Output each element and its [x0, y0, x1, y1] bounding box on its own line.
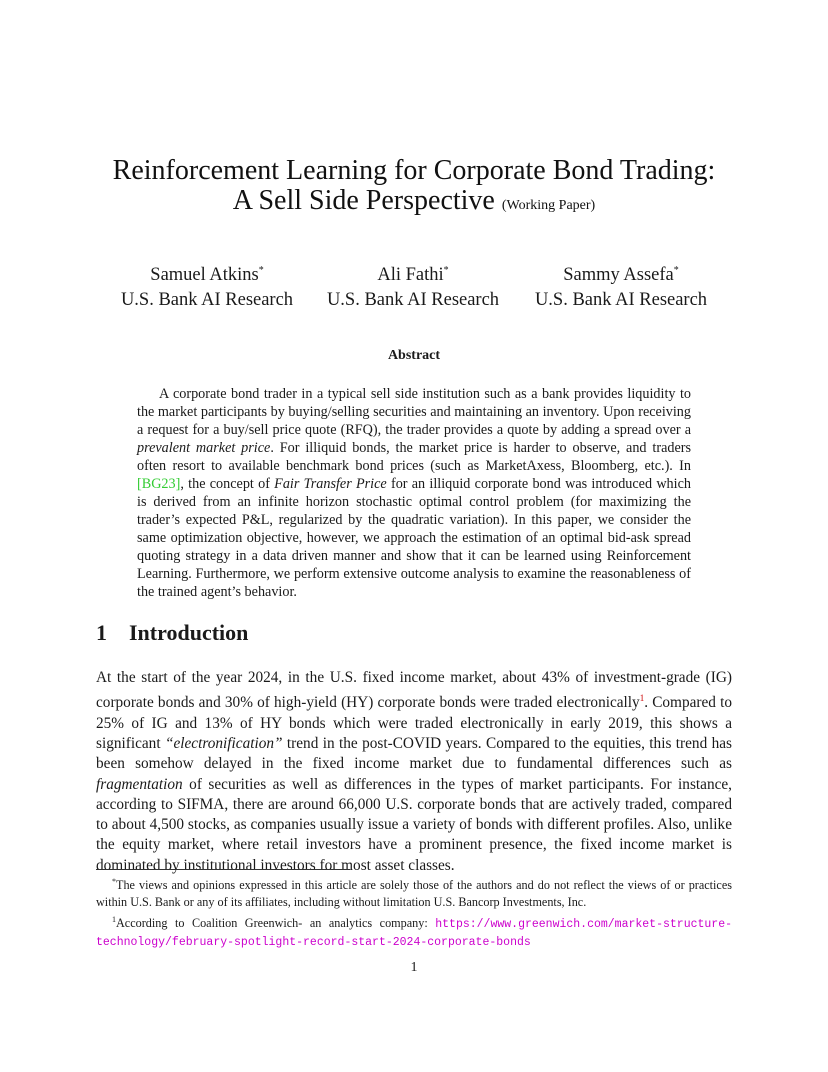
paper-title-line2 — [0, 186, 828, 221]
author-name: Sammy Assefa* — [563, 265, 679, 286]
paper-title-subtitle: A Sell Side Perspective — [232, 185, 495, 216]
footnote-1: $^1$According to Coalition Greenwich- an analytics company: https://www.greenwich.com/market-structure-technology/february-spotlight-record-start-2024-corporate-bonds — [96, 915, 732, 950]
paper-title-line1: Reinforcement Learning for Corporate Bond Trading: — [112, 155, 716, 186]
abstract-body: A corporate bond trader in a typical sell side institution such as a bank provides liquidity to the market participants by buying/selling securities and maintaining an inventory. Upon receiving a request for a buy/sell price quote (RFQ), the trader provides a quote by adding a spread over a prevalent market price. For illiquid bonds, the market price is harder to observe, and traders often resort to available benchmark bond prices (such as MarketAxess, Bloomberg, etc.). In [BG23], the concept of Fair Transfer Price for an illiquid corporate bond was introduced which is derived from an infinite horizon stochastic optimal control problem (for maximizing the trader’s expected P&L, regularized by the quadratic variation). In this paper, we consider the same optimization objective, however, we approach the estimation of an optimal bid-ask spread quoting strategy in a data driven manner and show that it can be learned using Reinforcement Learning. Furthermore, we perform extensive outcome analysis to examine the reasonableness of the trained agent’s behavior. — [137, 386, 691, 600]
section-number: 1 — [96, 620, 107, 645]
author-name: Ali Fathi* — [377, 265, 449, 286]
author-affiliation: U.S. Bank AI Research — [534, 290, 708, 311]
footnote-url-link[interactable]: https://www.greenwich.com/market-structure-technology/february-spotlight-record-start-2024-corporate-bonds — [96, 918, 732, 950]
footnote-star: *The views and opinions expressed in this article are solely those of the authors and do not reflect the views of or practices within U.S. Bank or any of its affiliates, including without limitation U.S. Bancorp Investments, Inc. — [96, 877, 732, 910]
footnote-divider — [96, 869, 350, 870]
section-title: Introduction — [129, 620, 249, 645]
author-affiliation: U.S. Bank AI Research — [326, 290, 500, 311]
author-name: Samuel Atkins* — [150, 265, 264, 286]
abstract-heading: Abstract — [387, 348, 441, 363]
introduction-paragraph: At the start of the year 2024, in the U.S. fixed income market, about 43% of investment-grade (IG) corporate bonds and 30% of high-yield (HY) corporate bonds were traded electronically$^1$. Compared to 25% of IG and 13% of HY bonds which were traded electronically in early 2019, this shows a significant “electronification” trend in the post-COVID years. Compared to the equities, this trend has been somehow delayed in the fixed income market due to fundamental differences such as fragmentation of securities as well as differences in the types of market participants. For instance, according to SIFMA, there are around 66,000 U.S. corporate bonds that are actively traded, compared to about 4,500 stocks, as companies usually issue a variety of bonds with different profiles. Also, unlike the equity market, where retail investors have a prominent presence, the fixed income market is dominated by institutional investors for most asset classes. — [96, 669, 732, 874]
author-affiliation: U.S. Bank AI Research — [120, 290, 294, 311]
footnotes — [96, 873, 732, 951]
page-number: 1 — [410, 960, 418, 975]
working-paper-note: (Working Paper) — [501, 198, 596, 213]
author-3 — [511, 258, 731, 313]
footnote-1-marker[interactable]: 1 — [639, 693, 645, 704]
section-heading — [96, 620, 248, 646]
author-2 — [303, 258, 523, 313]
author-1 — [97, 258, 317, 313]
citation-link[interactable]: [BG23] — [137, 476, 181, 492]
